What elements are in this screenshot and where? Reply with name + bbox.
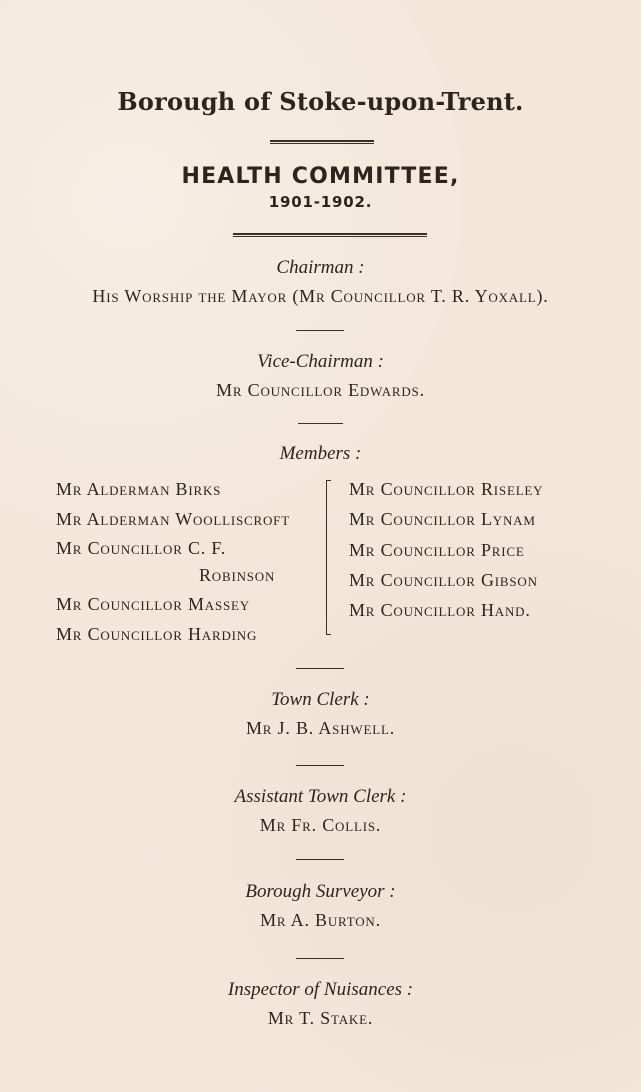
- divider-3: [296, 668, 344, 669]
- divider-6: [296, 958, 344, 959]
- member-left-3: Mr Councillor C. F.: [56, 538, 227, 558]
- member-right-4: Mr Councillor Gibson: [349, 570, 538, 590]
- member-right-3: Mr Councillor Price: [349, 540, 525, 560]
- member-right-5: Mr Councillor Hand.: [349, 600, 531, 620]
- divider-1: [296, 330, 344, 331]
- member-left-2: Mr Alderman Woolliscroft: [56, 509, 290, 529]
- assistant-town-clerk-label: Assistant Town Clerk :: [234, 786, 407, 807]
- town-clerk-label: Town Clerk :: [271, 689, 370, 710]
- vice-chairman-label: Vice-Chairman :: [257, 351, 384, 372]
- top-double-rule: [270, 140, 374, 144]
- committee-title: HEALTH COMMITTEE,: [181, 164, 460, 189]
- divider-2: [298, 423, 343, 424]
- member-left-3-continuation: Robinson: [199, 565, 276, 585]
- members-label: Members :: [279, 443, 362, 464]
- borough-surveyor-label: Borough Surveyor :: [245, 881, 396, 902]
- borough-title: Borough of Stoke-upon-Trent.: [117, 87, 524, 116]
- vice-chairman-name: Mr Councillor Edwards.: [216, 380, 425, 400]
- chairman-name: His Worship the Mayor (Mr Councillor T. R. Yoxall).: [92, 286, 549, 306]
- section-double-rule: [233, 233, 427, 237]
- assistant-town-clerk-name: Mr Fr. Collis.: [259, 815, 382, 835]
- inspector-label: Inspector of Nuisances :: [227, 979, 414, 1000]
- committee-years: 1901-1902.: [268, 193, 373, 211]
- member-right-1: Mr Councillor Riseley: [349, 479, 544, 499]
- member-left-5: Mr Councillor Harding: [56, 624, 258, 644]
- member-right-2: Mr Councillor Lynam: [349, 509, 536, 529]
- member-left-4: Mr Councillor Massey: [56, 594, 250, 614]
- inspector-name: Mr T. Stake.: [267, 1008, 374, 1028]
- borough-surveyor-name: Mr A. Burton.: [260, 910, 381, 930]
- chairman-label: Chairman :: [276, 257, 365, 278]
- member-column-divider: [326, 480, 333, 635]
- town-clerk-name: Mr J. B. Ashwell.: [245, 718, 395, 738]
- member-left-1: Mr Alderman Birks: [56, 479, 222, 499]
- divider-5: [296, 859, 344, 860]
- divider-4: [296, 765, 344, 766]
